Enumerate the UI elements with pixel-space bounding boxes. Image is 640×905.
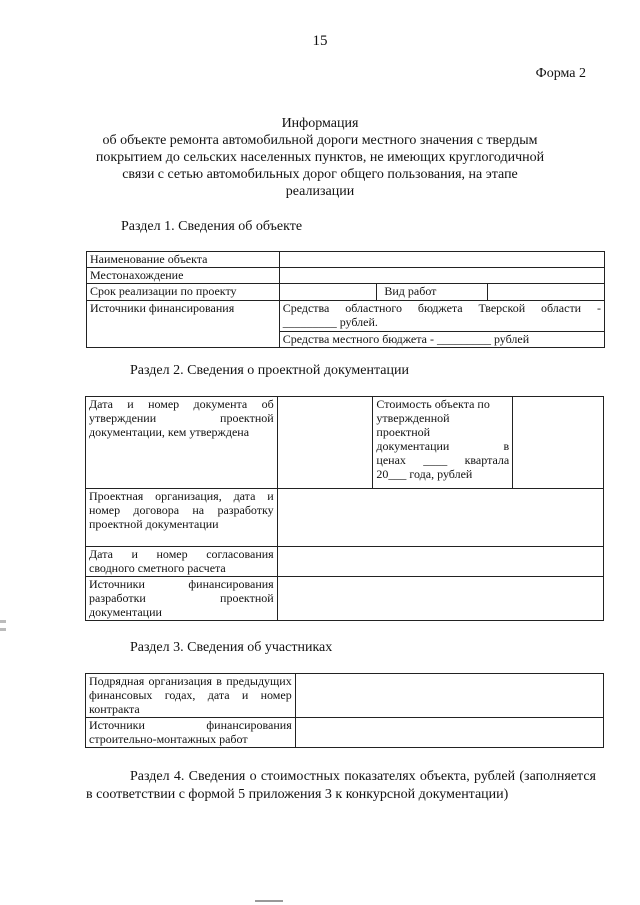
work-type-label: Вид работ	[384, 284, 437, 298]
design-funding-label: Источники финансирования разработки проектной документации	[86, 577, 278, 621]
object-name-value[interactable]	[279, 252, 604, 268]
section1-table	[86, 251, 605, 348]
row-funding-label: Источники финансирования	[87, 301, 280, 348]
section2-heading: Раздел 2. Сведения о проектной документации	[130, 363, 409, 378]
title-line-3: покрытием до сельских населенных пунктов, не имеющих круглогодичной	[95, 150, 545, 165]
cost-label	[373, 397, 513, 489]
document-title	[90, 115, 550, 200]
design-org-label: Проектная организация, дата и номер договора на разработку проектной документации	[86, 489, 278, 547]
estimate-approval-value[interactable]	[277, 547, 603, 577]
section4-text: Раздел 4. Сведения о стоимостных показателях объекта, рублей (заполняется в соответствии с формой 5 приложения 3 к конкурсной документации)	[86, 769, 596, 802]
contractor-label: Подрядная организация в предыдущих финансовых годах, дата и номер контракта	[86, 674, 296, 718]
work-type-cell	[377, 284, 605, 301]
regional-budget-line-2: _________ рублей.	[282, 315, 378, 329]
page-number: 15	[312, 33, 328, 49]
regional-budget-line-1: Средства областного бюджета Тверской области -	[282, 301, 601, 315]
form-label: Форма 2	[535, 66, 586, 81]
approval-doc-label: Дата и номер документа об утверждении проектной документации, кем утверждена	[86, 397, 278, 489]
cost-line-4: документации в	[376, 439, 510, 453]
term-value[interactable]	[279, 284, 377, 301]
design-org-value[interactable]	[277, 489, 603, 547]
funding-cell	[279, 301, 604, 348]
local-budget-line: Средства местного бюджета - _________ рублей	[280, 331, 604, 347]
approval-doc-value[interactable]	[277, 397, 373, 489]
cost-line-5: ценах ____ квартала	[376, 453, 510, 467]
section1-heading: Раздел 1. Сведения об объекте	[121, 219, 303, 234]
section3-table	[85, 673, 604, 748]
section3-heading: Раздел 3. Сведения об участниках	[130, 640, 333, 655]
row-location-label: Местонахождение	[87, 268, 280, 284]
estimate-approval-label: Дата и номер согласования сводного сметного расчета	[86, 547, 278, 577]
scan-dot	[255, 900, 283, 902]
title-line-1: Информация	[281, 116, 359, 131]
construction-funding-value[interactable]	[295, 718, 603, 748]
cost-line-6: 20___ года, рублей	[376, 467, 473, 481]
design-funding-value[interactable]	[277, 577, 603, 621]
section2-table	[85, 396, 604, 621]
title-line-2: об объекте ремонта автомобильной дороги местного значения с твердым	[102, 133, 538, 148]
contractor-value[interactable]	[295, 674, 603, 718]
row-object-name-label: Наименование объекта	[87, 252, 280, 268]
scan-margin-mark	[0, 628, 6, 631]
location-value[interactable]	[279, 268, 604, 284]
cost-line-1: Стоимость объекта по	[376, 397, 490, 411]
cost-line-2: утвержденной	[376, 411, 450, 425]
cost-line-3: проектной	[376, 425, 431, 439]
title-line-4: связи с сетью автомобильных дорог общего пользования, на этапе	[122, 167, 518, 182]
work-type-value[interactable]	[487, 284, 604, 300]
construction-funding-label: Источники финансирования строительно-монтажных работ	[86, 718, 296, 748]
title-line-5: реализации	[285, 184, 355, 199]
row-term-label: Срок реализации по проекту	[87, 284, 280, 301]
scan-margin-mark	[0, 620, 6, 623]
cost-value[interactable]	[513, 397, 604, 489]
